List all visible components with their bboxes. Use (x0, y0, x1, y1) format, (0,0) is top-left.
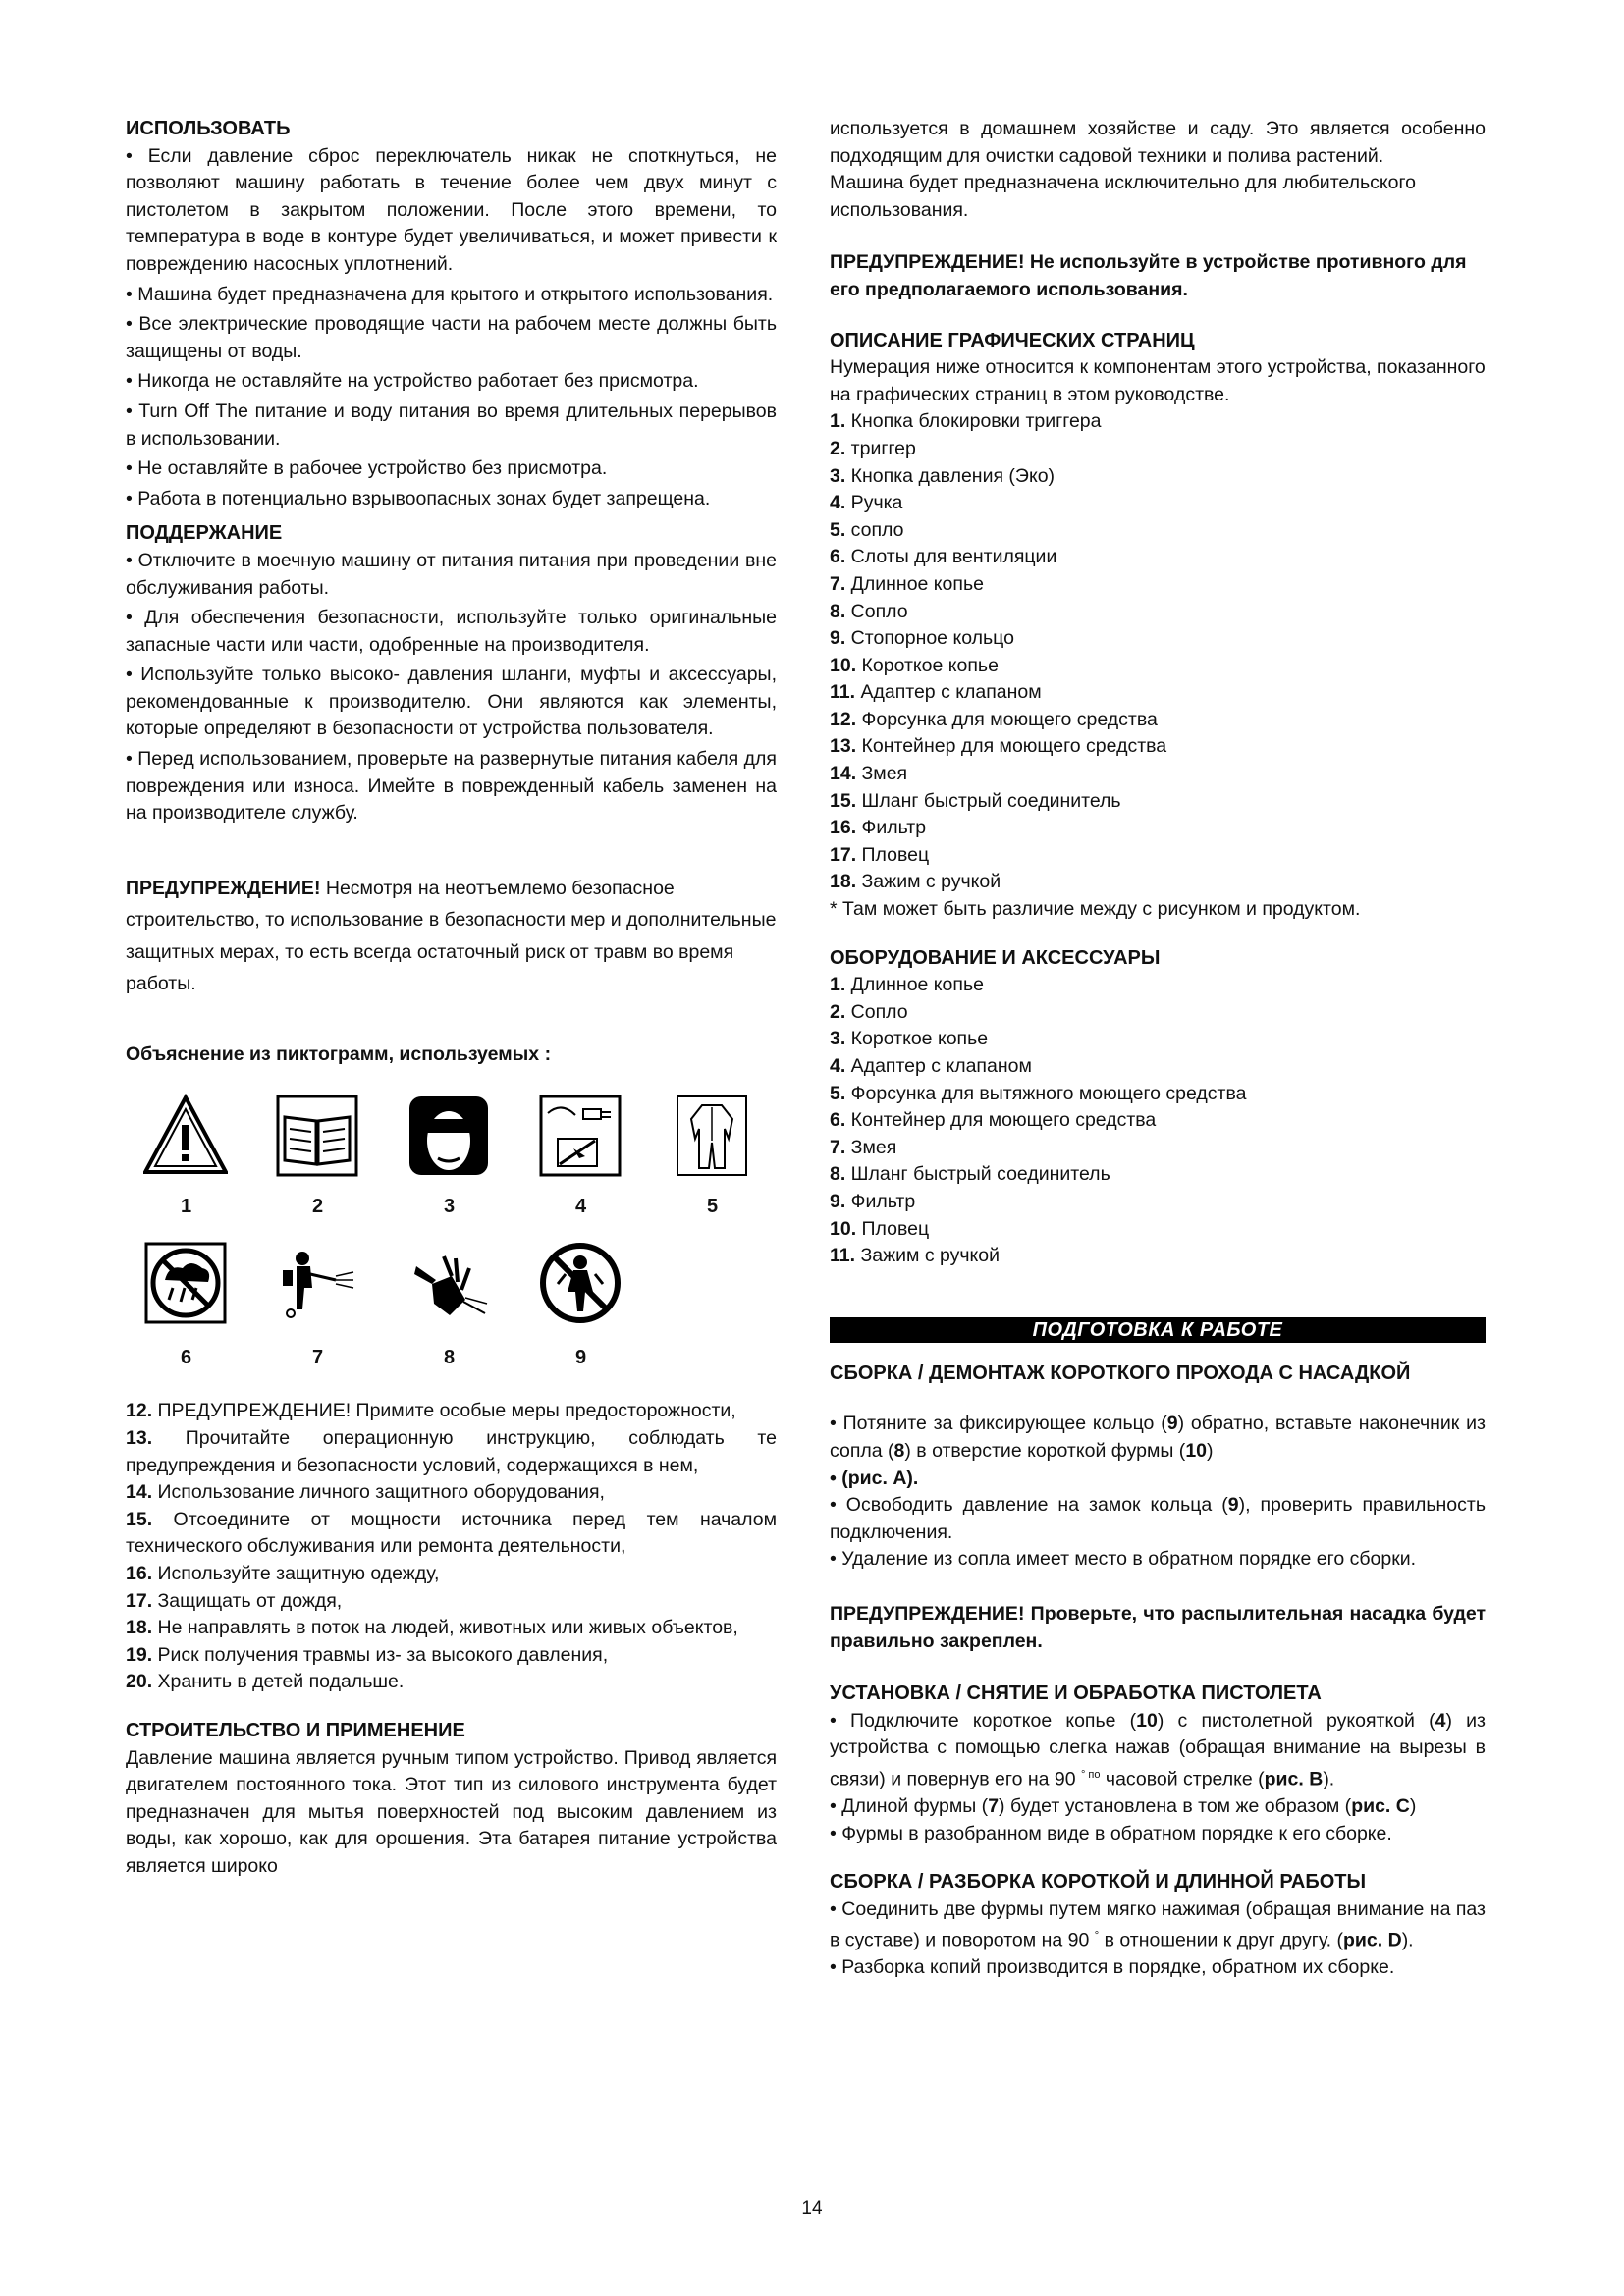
part-item: 3. Кнопка давления (Эко) (830, 464, 1056, 487)
maintenance-bullets (126, 548, 777, 828)
legend-item: 14. Использование личного защитного оборудования, (126, 1481, 605, 1504)
use-bullet: • Не оставляйте в рабочее устройство без присмотра. (126, 457, 608, 480)
equipment-item: 9. Фильтр (830, 1190, 916, 1212)
keep-children-away-icon (538, 1241, 623, 1325)
pictogram-label: 4 (575, 1196, 587, 1218)
assembly-title: СБОРКА / ДЕМОНТАЖ КОРОТКОГО ПРОХОДА С НАСАДКОЙ (830, 1362, 1411, 1384)
pictogram-label: 7 (312, 1347, 324, 1369)
page-number: 14 (801, 2198, 823, 2218)
preparation-banner: ПОДГОТОВКА К РАБОТЕ (830, 1317, 1486, 1343)
equipment-item: 11. Зажим с ручкой (830, 1245, 1001, 1267)
long-lance-steps (830, 1896, 1486, 1982)
use-bullet: • Turn Off The питание и воду питания во время длительных перерывов в использовании. (126, 400, 777, 450)
equipment-item: 1. Длинное копье (830, 974, 984, 996)
assembly-step: • Удаление из сопла имеет место в обратном порядке его сборки. (830, 1548, 1417, 1571)
protective-gear-icon (406, 1094, 491, 1178)
part-item: 13. Контейнер для моющего средства (830, 735, 1167, 758)
amateur-use-text: Машина будет предназначена исключительно для любительского использования. (830, 172, 1417, 221)
assembly-step-figure: • (рис. A). (830, 1467, 919, 1489)
description-title: ОПИСАНИЕ ГРАФИЧЕСКИХ СТРАНИЦ (830, 329, 1195, 351)
pictogram-label: 2 (312, 1196, 324, 1218)
maintenance-bullet: • Используйте только высоко- давления шланги, муфты и аксессуары, рекомендованные к производителю. Они являются как элементы, которые определяют в безопасности от устройства пользователя. (126, 664, 777, 740)
part-item: 8. Сопло (830, 600, 908, 622)
no-rain-icon (143, 1241, 228, 1325)
use-title: ИСПОЛЬЗОВАТЬ (126, 118, 291, 139)
part-item: 2. триггер (830, 437, 916, 459)
legend-item: 18. Не направлять в поток на людей, животных или живых объектов, (126, 1617, 738, 1639)
parts-list (830, 408, 1486, 896)
maintenance-bullet: • Для обеспечения безопасности, используйте только оригинальные запасные части или части, одобренные на производителя. (126, 607, 777, 656)
construction-text: Давление машина является ручным типом устройство. Привод является двигателем постоянного тока. Этот тип из силового инструмента будет предназначен для мытья поверхностей под высоким давлением из воды, как хорошо, как для орошения. Эта батарея питание устройства является широко (126, 1746, 777, 1877)
part-item: 4. Ручка (830, 492, 903, 514)
part-item: 6. Слоты для вентиляции (830, 546, 1057, 568)
part-item: 10. Короткое копье (830, 654, 999, 676)
no-spray-at-people-icon (275, 1241, 359, 1325)
nozzle-warning: ПРЕДУПРЕЖДЕНИЕ! Проверьте, что распылительная насадка будет правильно закреплен. (830, 1602, 1486, 1652)
pictogram-grid (126, 1094, 777, 1388)
residual-risk-warning (126, 873, 777, 1000)
part-item: 17. Пловец (830, 843, 930, 866)
equipment-item: 5. Форсунка для вытяжного моющего средства (830, 1082, 1247, 1104)
parts-note: * Там может быть различие между с рисунком и продуктом. (830, 898, 1361, 921)
protective-clothing-icon (670, 1094, 754, 1178)
long-lance-step: • Соединить две фурмы путем мягко нажимая (обращая внимание на паз в суставе) и поворотом на 90 ° в отношении к друг другу. (рис. D). (830, 1897, 1486, 1951)
warning-text: Несмотря на неотъемлемо безопасное строительство, то использование в безопасности мер и дополнительные защитных мерах, то есть всегда остаточный риск от травм во время работы. (126, 877, 777, 995)
part-item: 5. сопло (830, 518, 904, 541)
part-item: 14. Змея (830, 763, 908, 785)
install-step: • Подключите короткое копье (10) с пистолетной рукояткой (4) из устройства с помощью слегка нажав (обращая внимание на вырезы в связи) и повернув его на 90 $^{^\circ по}$ часовой стрелке (рис. B). (830, 1709, 1486, 1790)
use-bullets (126, 143, 777, 513)
left-column (126, 116, 777, 1881)
pictogram-label: 5 (707, 1196, 719, 1218)
high-pressure-injury-icon (406, 1241, 491, 1325)
assembly-step: • Освободить давление на замок кольца (9), проверить правильность подключения. (830, 1494, 1486, 1543)
part-item: 1. Кнопка блокировки триггера (830, 410, 1102, 433)
equipment-item: 10. Пловец (830, 1217, 930, 1240)
pictogram-title: Объяснение из пиктограмм, используемых : (126, 1042, 552, 1065)
maintenance-bullet: • Перед использованием, проверьте на развернутые питания кабеля для повреждения или износа. Имейте в поврежденный кабель заменен на на производителе службу. (126, 748, 777, 825)
use-bullet: • Машина будет предназначена для крытого и открытого использования. (126, 283, 774, 305)
legend-item: 19. Риск получения травмы из- за высокого давления, (126, 1643, 609, 1666)
install-step: • Длиной фурмы (7) будет установлена в том же образом (рис. C) (830, 1794, 1417, 1817)
pictogram-label: 6 (181, 1347, 192, 1369)
unplug-before-service-icon (538, 1094, 623, 1178)
part-item: 15. Шланг быстрый соединитель (830, 789, 1121, 812)
pictogram-label: 9 (575, 1347, 587, 1369)
warning-triangle-icon (143, 1094, 228, 1178)
maintenance-title: ПОДДЕРЖАНИЕ (126, 522, 283, 545)
legend-item: 13. Прочитайте операционную инструкцию, соблюдать те предупреждения и безопасности условий, содержащихся в нем, (126, 1427, 777, 1476)
equipment-item: 7. Змея (830, 1136, 897, 1158)
use-bullet: • Никогда не оставляйте на устройство работает без присмотра. (126, 370, 699, 393)
legend-item: 16. Используйте защитную одежду, (126, 1563, 440, 1584)
legend-item: 15. Отсоедините от мощности источника перед тем началом технического обслуживания или ремонта деятельности, (126, 1508, 777, 1558)
description-text: Нумерация ниже относится к компонентам этого устройства, показанного на графических страниц в этом руководстве. (830, 356, 1486, 405)
part-item: 9. Стопорное кольцо (830, 627, 1014, 650)
part-item: 12. Форсунка для моющего средства (830, 708, 1158, 730)
equipment-item: 3. Короткое копье (830, 1028, 989, 1050)
misuse-warning: ПРЕДУПРЕЖДЕНИЕ! Не используйте в устройстве противного для его предполагаемого использования. (830, 251, 1467, 300)
assembly-steps (830, 1411, 1486, 1574)
equipment-item: 6. Контейнер для моющего средства (830, 1109, 1157, 1132)
long-lance-title: СБОРКА / РАЗБОРКА КОРОТКОЙ И ДЛИННОЙ РАБОТЫ (830, 1871, 1367, 1894)
use-bullet: • Если давление сброс переключатель никак не споткнуться, не позволяют машину работать в течение более чем двух минут с пистолетом в закрытом положении. После этого времени, то температура в воде в контуре будет увеличиваться, и может привести к повреждению насосных уплотнений. (126, 144, 777, 275)
long-lance-step: • Разборка копий производится в порядке, обратном их сборке. (830, 1956, 1395, 1979)
construction-title: СТРОИТЕЛЬСТВО И ПРИМЕНЕНИЕ (126, 1719, 465, 1741)
usage-continued-text: используется в домашнем хозяйстве и саду. Это является особенно подходящим для очистки садовой техники и полива растений. (830, 118, 1486, 167)
manual-book-icon (275, 1094, 359, 1178)
legend-item: 12. ПРЕДУПРЕЖДЕНИЕ! Примите особые меры предосторожности, (126, 1400, 736, 1422)
use-bullet: • Все электрические проводящие части на рабочем месте должны быть защищены от воды. (126, 313, 777, 362)
part-item: 11. Адаптер с клапаном (830, 681, 1042, 704)
part-item: 16. Фильтр (830, 817, 927, 839)
legend-item: 17. Защищать от дождя, (126, 1589, 343, 1612)
part-item: 7. Длинное копье (830, 572, 984, 595)
equipment-item: 2. Сопло (830, 1000, 908, 1023)
install-steps (830, 1708, 1486, 1847)
warning-label: ПРЕДУПРЕЖДЕНИЕ! (126, 877, 321, 899)
equipment-title: ОБОРУДОВАНИЕ И АКСЕССУАРЫ (830, 946, 1161, 969)
pictogram-legend (126, 1398, 777, 1696)
pictogram-label: 1 (181, 1196, 192, 1218)
pictogram-label: 3 (444, 1196, 456, 1218)
part-item: 18. Зажим с ручкой (830, 871, 1001, 893)
equipment-item: 8. Шланг быстрый соединитель (830, 1163, 1110, 1186)
assembly-step: • Потяните за фиксирующее кольцо (9) обратно, вставьте наконечник из сопла (8) в отверстие короткой фурмы (10) (830, 1413, 1486, 1462)
maintenance-bullet: • Отключите в моечную машину от питания питания при проведении вне обслуживания работы. (126, 549, 777, 599)
legend-item: 20. Хранить в детей подальше. (126, 1671, 405, 1693)
install-step: • Фурмы в разобранном виде в обратном порядке к его сборке. (830, 1822, 1392, 1844)
equipment-list (830, 972, 1486, 1270)
install-title: УСТАНОВКА / СНЯТИЕ И ОБРАБОТКА ПИСТОЛЕТА (830, 1682, 1322, 1705)
pictogram-label: 8 (444, 1347, 456, 1369)
right-column (830, 116, 1486, 1982)
use-bullet: • Работа в потенциально взрывоопасных зонах будет запрещена. (126, 487, 711, 509)
equipment-item: 4. Адаптер с клапаном (830, 1055, 1032, 1077)
